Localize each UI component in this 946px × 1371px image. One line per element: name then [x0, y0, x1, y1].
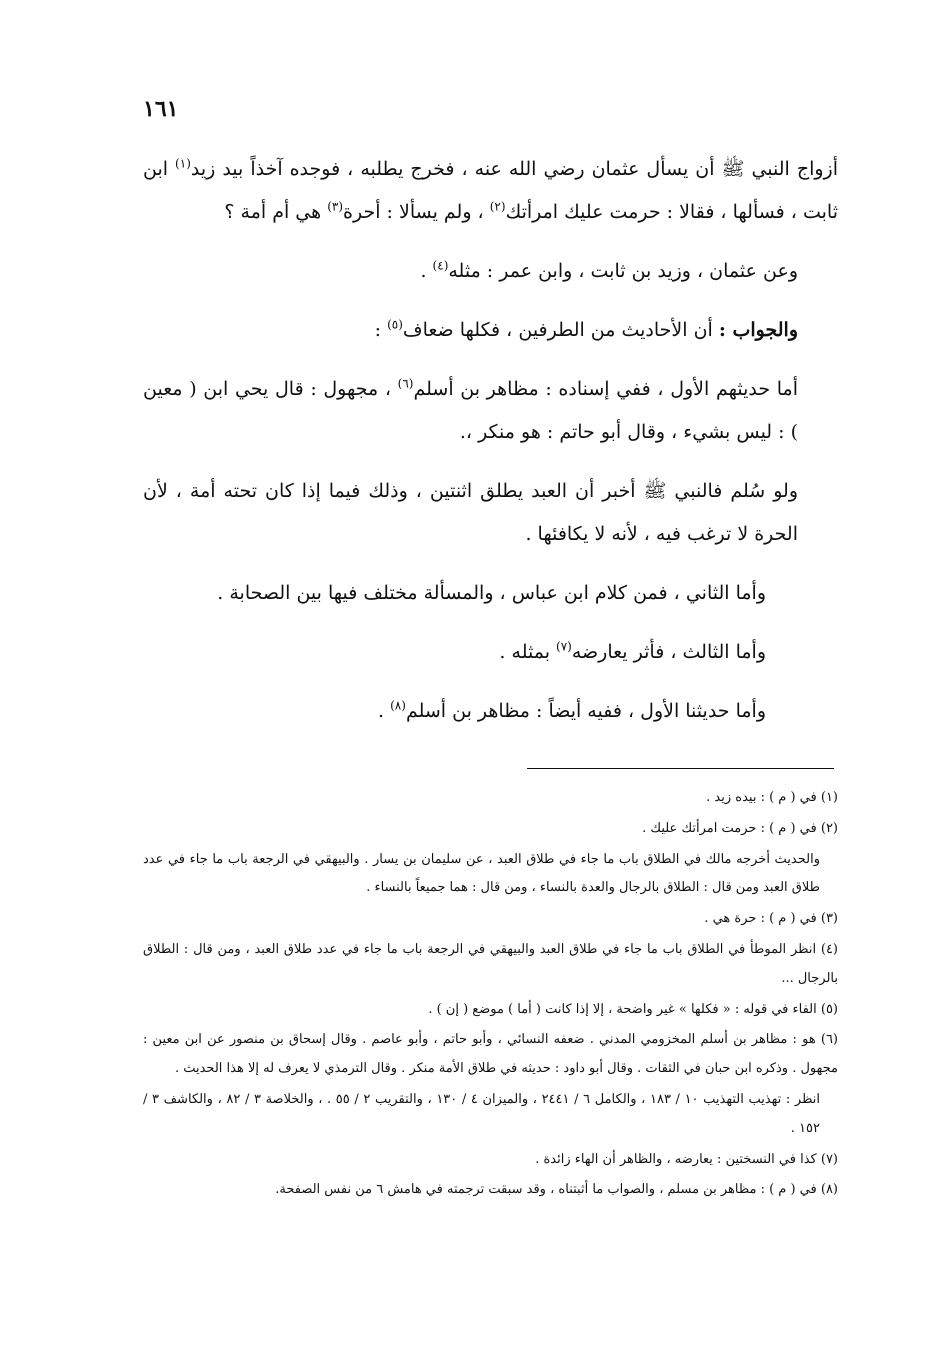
paragraph-3-text: أن الأحاديث من الطرفين ، فكلها ضعاف: [402, 319, 713, 341]
footnote-ref-2: (٢): [489, 199, 506, 214]
footnote-ref-8: (٨): [390, 698, 406, 713]
paragraph-2-text: وعن عثمان ، وزيد بن ثابت ، وابن عمر : مثله: [448, 260, 798, 282]
paragraph-6: [143, 572, 838, 615]
footnote-1: (١) في ( م ) : بيده زيد .: [706, 790, 838, 805]
footnote-ref-5: (٥): [387, 317, 403, 332]
paragraph-4-text-b: ، مجهول : قال يحي ابن ( معين ) : ليس بشيء ، وقال أبو حاتم : هو منكر ،.: [143, 378, 798, 443]
paragraph-5-text: ولو سُلم فالنبي ﷺ أخبر أن العبد يطلق اثنتين ، وذلك فيما إذا كان تحته أمة ، لأن الحرة لا ترغب فيه ، لأنه لا يكافئها .: [143, 480, 798, 545]
page-number: ١٦١: [143, 96, 179, 122]
footnote-2: (٢) في ( م ) : حرمت امرأتك عليك .: [642, 820, 838, 836]
footnote-ref-1: (١): [175, 156, 191, 171]
footnote-5: (٥) الفاء في قوله : « فكلها » غير واضحة ، إلا إذا كانت ( أما ) موضع ( إن ) .: [428, 1001, 838, 1017]
paragraph-6-text: وأما الثاني ، فمن كلام ابن عباس ، والمسألة مختلف فيها بين الصحابة .: [217, 582, 766, 604]
footnote-4: (٤) انظر الموطأ في الطلاق باب ما جاء في طلاق العبد والبيهقي في الرجعة باب ما جاء في عدد طلاق العبد ، ومن قال : الطلاق بالرجال ...: [143, 941, 838, 986]
paragraph-1-text-c: ، ولم يسألا : أحرة: [343, 201, 484, 223]
footnote-separator: [527, 768, 834, 769]
footnote-6-continuation: انظر : تهذيب التهذيب ١٠ / ١٨٣ ، والكامل ٦ / ٢٤٤١ ، والميزان ٤ / ١٣٠ ، والتقريب ٢ / ٥٥ . ، والخلاصة ٣ / ٨٢ ، والكاشف ٣ / ١٥٢ .: [143, 1091, 820, 1136]
footnote-ref-3: (٣): [327, 199, 344, 214]
answer-heading: والجواب :: [718, 319, 798, 341]
paragraph-8-end: .: [378, 700, 385, 722]
footnote-6: (٦) هو : مظاهر بن أسلم المخزومي المدني . ضعفه النسائي ، وأبو حاتم ، وأبو عاصم . وقال إسحاق بن منصور عن ابن معين : مجهول . وذكره ابن حبان في الثقات . وقال أبو داود : حديثه في طلاق الأمة منكر . وقال الترمذي لا يعرف له إلا هذا الحديث .: [143, 1032, 838, 1077]
paragraph-3-end: :: [374, 319, 382, 341]
footnote-8: (٨) في ( م ) : مظاهر بن مسلم ، والصواب ما أثبتناه ، وقد سبقت ترجمته في هامش ٦ من نفس الصفحة.: [275, 1182, 838, 1198]
main-text: [143, 148, 838, 749]
paragraph-5: [143, 470, 838, 556]
paragraph-1-text-d: هي أم أمة ؟: [224, 201, 322, 223]
footnote-2-continuation: والحديث أخرجه مالك في الطلاق باب ما جاء في طلاق العبد ، عن سليمان بن يسار . والبيهقي في الرجعة باب ما جاء في عدد طلاق العبد ومن قال : الطلاق بالرجال والعدة بالنساء ، ومن قال : هما جميعاً بالنساء .: [143, 851, 820, 896]
footnotes: [143, 784, 838, 1207]
footnote-ref-7: (٧): [556, 639, 572, 654]
footnote-ref-4: (٤): [432, 258, 449, 273]
paragraph-4: [143, 368, 838, 454]
paragraph-2: [143, 250, 838, 293]
footnote-3: (٣) في ( م ) : حرة هي .: [704, 911, 838, 927]
paragraph-1-text-a: أزواج النبي ﷺ أن يسأل عثمان رضي الله عنه ، فخرج يطلبه ، فوجده آخذاً بيد زيد: [190, 158, 838, 180]
paragraph-8-text-a: وأما حديثنا الأول ، ففيه أيضاً : مظاهر بن أسلم: [405, 700, 766, 722]
footnote-ref-6: (٦): [397, 376, 414, 391]
paragraph-8: [143, 690, 838, 733]
paragraph-7: [143, 631, 838, 674]
paragraph-4-text-a: أما حديثهم الأول ، ففي إسناده : مظاهر بن أسلم: [413, 378, 798, 400]
paragraph-2-end: .: [420, 260, 427, 282]
paragraph-1-text-b: ابن ثابت ، فسألها ، فقالا : حرمت عليك امرأتك: [143, 158, 838, 223]
paragraph-1: [143, 148, 838, 234]
paragraph-7-text-b: بمثله .: [499, 641, 550, 663]
footnote-7: (٧) كذا في النسختين : يعارضه ، والظاهر أن الهاء زائدة .: [535, 1151, 838, 1167]
paragraph-7-text-a: وأما الثالث ، فأثر يعارضه: [571, 641, 766, 663]
paragraph-3: [143, 309, 838, 352]
